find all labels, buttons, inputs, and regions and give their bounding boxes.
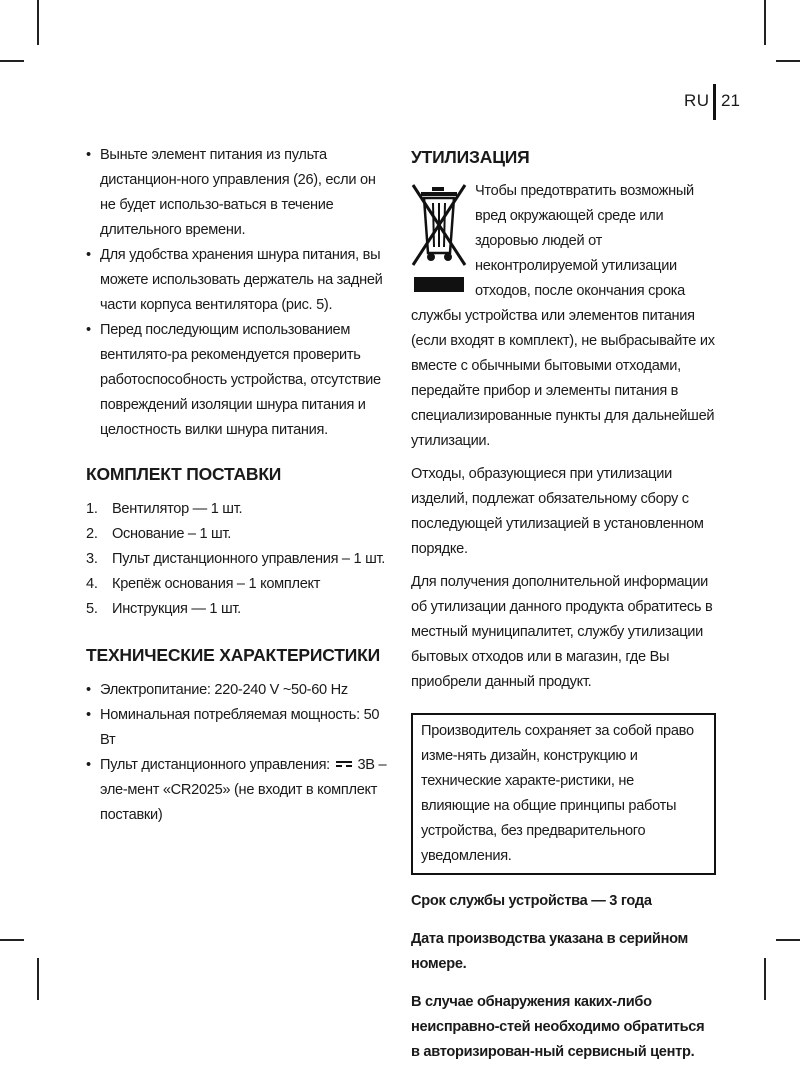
page-number: 21 (721, 91, 740, 110)
crop-mark (37, 958, 39, 1000)
list-item (86, 547, 390, 572)
right-column (411, 143, 716, 1065)
production-date: Дата производства указана в серийном номере. (411, 931, 689, 972)
left-column (86, 143, 390, 828)
list-item: • Перед последующим использованием вентилято-ра рекомендуется проверить работоспособность устройства, отсутствие повреждений изоляции шнура питания и целостность вилки шнура питания. (86, 318, 390, 443)
item-number: 3. (86, 551, 98, 567)
item-text: Крепёж основания – 1 комплект (112, 576, 321, 592)
list-item: • Для удобства хранения шнура питания, вы можете использовать держатель на задней части корпуса вентилятора (рис. 5). (86, 243, 390, 318)
list-item (86, 597, 390, 622)
list-item (86, 572, 390, 597)
item-text: Основание – 1 шт. (112, 526, 231, 542)
item-number: 5. (86, 601, 98, 617)
remote-battery: 3В – эле-мент «CR2025» (не входит в комплект поставки) (100, 757, 387, 823)
info-paragraph: Для получения дополнительной информации об утилизации данного продукта обратитесь в местный муниципалитет, службу утилизации бытовых отходов или в магазин, где Вы приобрели данный продукт. (411, 574, 713, 690)
care-list (86, 143, 390, 443)
dc-current-icon (336, 760, 352, 768)
service-life: Срок службы устройства — 3 года (411, 893, 652, 909)
crop-mark (776, 60, 800, 62)
item-number: 4. (86, 576, 98, 592)
list-item: • Электропитание: 220-240 V ~50-60 Hz (86, 678, 390, 703)
kit-heading: КОМПЛЕКТ ПОСТАВКИ (86, 464, 282, 484)
disposal-paragraph: Чтобы предотвратить возможный вред окружающей среде или здоровью людей от неконтролируемой утилизации отходов, после окончания срока службы устройства или элементов питания (если входят в комплект), не выбрасывайте их вместе с обычными бытовыми отходами, передайте прибор и элементы питания в специализированные пункты для дальнейшей утилизации. (411, 183, 715, 449)
waste-paragraph: Отходы, образующиеся при утилизации изделий, подлежат обязательному сбору с последующей утилизацией в установленном порядке. (411, 466, 704, 557)
notice-text: Производитель сохраняет за собой право изме-нять дизайн, конструкцию и технические характе-ристики, не влияющие на общие принципы работы устройства, без предварительного уведомления. (421, 723, 694, 864)
list-item: • Выньте элемент питания из пульта дистанцион-ного управления (26), если он не будет использо-ваться в течение длительного времени. (86, 143, 390, 243)
header-divider (713, 84, 716, 120)
list-item (86, 753, 390, 828)
tech-heading: ТЕХНИЧЕСКИЕ ХАРАКТЕРИСТИКИ (86, 645, 380, 665)
list-item (86, 497, 390, 522)
crop-mark (0, 60, 24, 62)
item-text: Инструкция — 1 шт. (112, 601, 241, 617)
tech-list (86, 678, 390, 828)
item-text: Пульт дистанционного управления – 1 шт. (112, 551, 385, 567)
disposal-heading: УТИЛИЗАЦИЯ (411, 147, 530, 167)
item-number: 2. (86, 526, 98, 542)
crop-mark (37, 0, 39, 45)
crop-mark (776, 939, 800, 941)
service-center-note: В случае обнаружения каких-либо неисправно-стей необходимо обратиться в авторизирован-ный сервисный центр. (411, 994, 705, 1060)
crossed-bin-icon (411, 181, 467, 296)
item-text: Вентилятор — 1 шт. (112, 501, 243, 517)
remote-label: Пульт дистанционного управления: (100, 757, 330, 773)
manufacturer-notice (411, 713, 716, 875)
list-item: • Номинальная потребляемая мощность: 50 Вт (86, 703, 390, 753)
item-number: 1. (86, 501, 98, 517)
kit-list (86, 497, 390, 622)
crop-mark (0, 939, 24, 941)
list-item (86, 522, 390, 547)
crop-mark (764, 958, 766, 1000)
crop-mark (764, 0, 766, 45)
language-code: RU (684, 91, 710, 110)
